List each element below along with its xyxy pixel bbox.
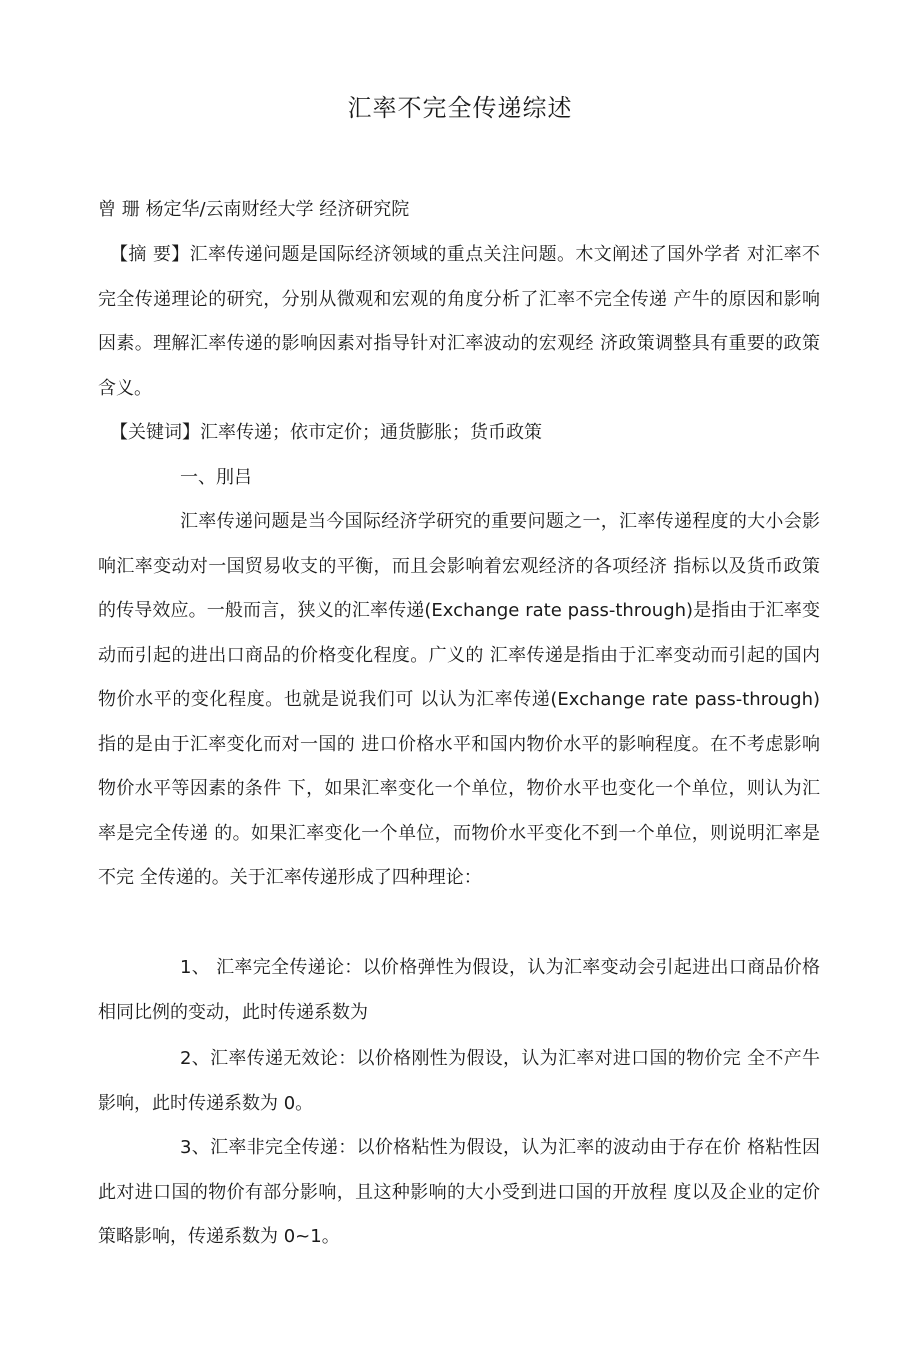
keywords-line: 【关键词】汇率传递；依市定价；通货膨胀；货币政策 <box>110 422 542 443</box>
theory-item-2: 2、汇率传递无效论：以价格刚性为假设，认为汇率对进口国的物价完 全不产牛影响，此时传递系数为 0。 <box>98 1048 820 1114</box>
document-title: 汇率不完全传递综述 <box>347 94 573 122</box>
intro-paragraph: 汇率传递问题是当今国际经济学研究的重要问题之一，汇率传递程度的大小会影响汇率变动对一国贸易收支的平衡，而且会影响着宏观经济的各项经济 指标以及货币政策的传导效应。一般而言，狭义的汇率传递(Exchange rate pass-through)是指由于汇率变动而引起的进出口商品的价格变化程度。广义的 汇率传递是指由于汇率变动而引起的国内物价水平的变化程度。也就是说我们可 以认为汇率传递(Exchange rate pass-through)指的是由于汇率变化而对一国的 进口价格水平和国内物价水平的影响程度。在不考虑影响物价水平等因素的条件 下，如果汇率变化一个单位，物价水平也变化一个单位，则认为汇率是完全传递 的。如果汇率变化一个单位，而物价水平变化不到一个单位，则说明汇率是不完 全传递的。关于汇率传递形成了四种理论： <box>98 511 820 888</box>
abstract-paragraph: 【摘 要】汇率传递问题是国际经济领域的重点关注问题。木文阐述了国外学者 对汇率不完全传递理论的研究，分别从微观和宏观的角度分析了汇率不完全传递 产牛的原因和影响因素。理解汇率传递的影响因素对指导针对汇率波动的宏观经 济政策调整具有重要的政策含义。 <box>98 244 820 399</box>
section-heading: 一、刖吕 <box>180 467 252 488</box>
author-line: 曾 珊 杨定华/云南财经大学 经济研究院 <box>98 199 410 220</box>
theory-item-1: 1、 汇率完全传递论：以价格弹性为假设，认为汇率变动会引起进出口商品价格相同比例的变动，此时传递系数为 <box>98 957 820 1023</box>
theory-item-3: 3、汇率非完全传递：以价格粘性为假设，认为汇率的波动由于存在价 格粘性因此对进口国的物价有部分影响，且这种影响的大小受到进口国的开放程 度以及企业的定价策略影响，传递系数为 0~1。 <box>98 1137 820 1247</box>
